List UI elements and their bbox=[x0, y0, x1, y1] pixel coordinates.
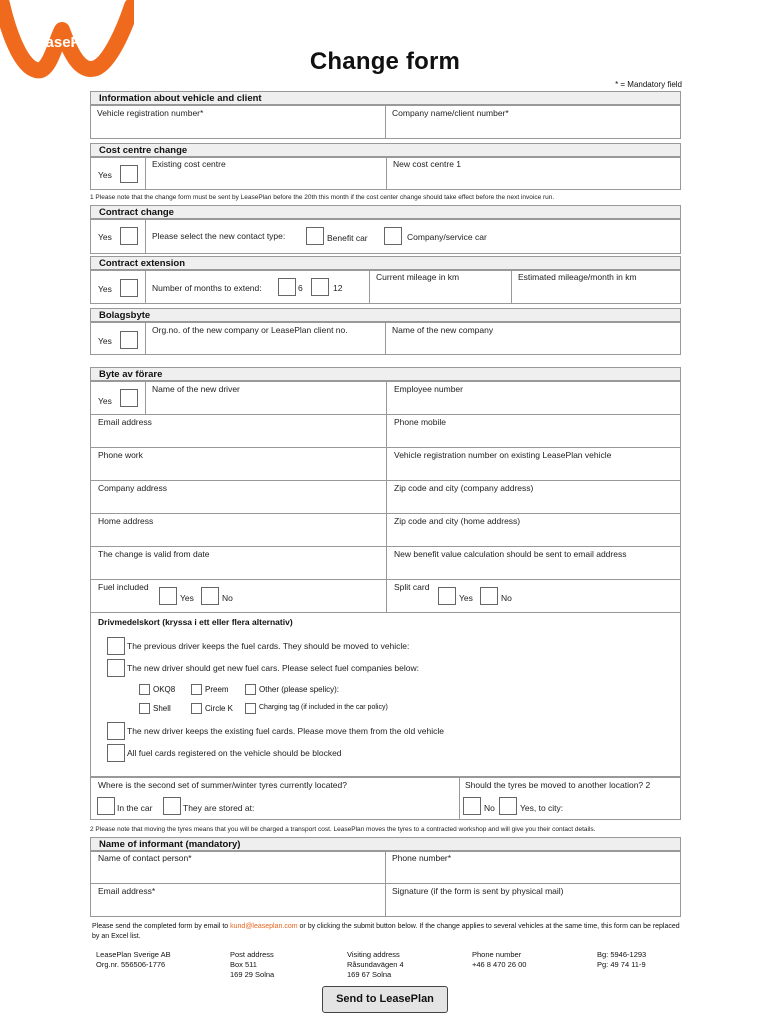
split-card-label: Split card bbox=[394, 582, 430, 592]
section-header-extension: Contract extension bbox=[90, 256, 681, 270]
footer-post: Post address Box 511 169 29 Solna bbox=[230, 950, 275, 979]
charging-checkbox[interactable] bbox=[245, 703, 256, 714]
fuelcard-opt4-checkbox[interactable] bbox=[107, 744, 125, 762]
phone-number-label: Phone number* bbox=[392, 853, 452, 863]
fuelcard-opt4-label: All fuel cards registered on the vehicle should be blocked bbox=[127, 748, 342, 758]
contract-select-label: Please select the new contact type: bbox=[152, 231, 286, 241]
fuel-yes-checkbox[interactable] bbox=[159, 587, 177, 605]
fuelcard-opt1-checkbox[interactable] bbox=[107, 637, 125, 655]
split-no-label: No bbox=[501, 593, 512, 603]
tyres-yes-checkbox[interactable] bbox=[499, 797, 517, 815]
fuelcards-header: Drivmedelskort (kryssa i ett eller flera alternativ) bbox=[98, 617, 293, 627]
fuelcard-opt3-label: The new driver keeps the existing fuel cards. Please move them from the old vehicle bbox=[127, 726, 445, 736]
fuelcard-opt2-label: The new driver should get new fuel cars. Please select fuel companies below: bbox=[127, 663, 419, 673]
new-cost-label: New cost centre 1 bbox=[393, 159, 462, 169]
split-yes-checkbox[interactable] bbox=[438, 587, 456, 605]
company-client-field[interactable] bbox=[386, 118, 681, 139]
contract-yes-checkbox[interactable] bbox=[120, 227, 138, 245]
new-company-label: Name of the new company bbox=[392, 325, 494, 335]
extension-yes-checkbox[interactable] bbox=[120, 279, 138, 297]
zip-company-label: Zip code and city (company address) bbox=[394, 483, 534, 493]
fuel-yes-label: Yes bbox=[180, 593, 194, 603]
footer-company: LeasePlan Sverige AB Org.nr. 556506-1776 bbox=[96, 950, 171, 969]
cost-yes-label: Yes bbox=[98, 170, 112, 180]
tyres-no-checkbox[interactable] bbox=[463, 797, 481, 815]
mileage-label: Current mileage in km bbox=[376, 272, 460, 282]
other-label: Other (please spelicy): bbox=[259, 685, 340, 694]
vehicle-reg-label: Vehicle registration number* bbox=[97, 108, 204, 118]
months-12-checkbox[interactable] bbox=[311, 278, 329, 296]
footer-visit: Visiting address Råsundavägen 4 169 67 Solna bbox=[347, 950, 404, 979]
page-title: Change form bbox=[309, 48, 461, 75]
benefit-car-label: Benefit car bbox=[327, 233, 368, 243]
contact-person-label: Name of contact person* bbox=[98, 853, 192, 863]
months-label: Number of months to extend: bbox=[152, 283, 262, 293]
email-link[interactable]: kund@leaseplan.com bbox=[230, 923, 298, 930]
split-yes-label: Yes bbox=[459, 593, 473, 603]
footer-giro: Bg: 5946-1293 Pg: 49 74 11-9 bbox=[597, 950, 647, 969]
fuelcard-opt3-checkbox[interactable] bbox=[107, 722, 125, 740]
zip-home-label: Zip code and city (home address) bbox=[394, 516, 521, 526]
phone-work-label: Phone work bbox=[98, 450, 143, 460]
tyres-move-label: Should the tyres be moved to another location? 2 bbox=[465, 780, 651, 790]
fuel-no-checkbox[interactable] bbox=[201, 587, 219, 605]
cost-yes-checkbox[interactable] bbox=[120, 165, 138, 183]
months-12-label: 12 bbox=[333, 283, 343, 293]
in-car-checkbox[interactable] bbox=[97, 797, 115, 815]
tyres-note: 2 Please note that moving the tyres means that you will be charged a transport cost. LeasePlan moves the tyres to a contracted workshop and will give you their contact details. bbox=[90, 826, 596, 833]
driver-yes-label: Yes bbox=[98, 396, 112, 406]
company-car-checkbox[interactable] bbox=[384, 227, 402, 245]
extension-yes-label: Yes bbox=[98, 284, 112, 294]
fuel-no-label: No bbox=[222, 593, 233, 603]
company-address-label: Company address bbox=[98, 483, 167, 493]
svg-text:LeasePlan: LeasePlan bbox=[28, 34, 103, 51]
charging-label: Charging tag (if included in the car policy) bbox=[259, 704, 388, 711]
split-no-checkbox[interactable] bbox=[480, 587, 498, 605]
company-car-label: Company/service car bbox=[407, 232, 487, 242]
tyres-yes-label: Yes, to city: bbox=[520, 803, 564, 813]
phone-mobile-label: Phone mobile bbox=[394, 417, 446, 427]
circlek-checkbox[interactable] bbox=[191, 703, 202, 714]
tyres-no-label: No bbox=[484, 803, 495, 813]
vehicle-reg-field[interactable] bbox=[90, 118, 385, 139]
fuel-included-label: Fuel included bbox=[98, 582, 149, 592]
vehicle-reg-existing-label: Vehicle registration number on existing LeasePlan vehicle bbox=[394, 450, 612, 460]
bolag-yes-checkbox[interactable] bbox=[120, 331, 138, 349]
email-label: Email address bbox=[98, 417, 152, 427]
section-header-cost: Cost centre change bbox=[90, 143, 681, 157]
cost-note: 1 Please note that the change form must be sent by LeasePlan before the 20th this month if the cost center change should take effect before the next invoice run. bbox=[90, 194, 555, 201]
estimated-mileage-label: Estimated mileage/month in km bbox=[518, 272, 637, 282]
orgno-label: Org.no. of the new company or LeasePlan client no. bbox=[152, 325, 348, 335]
fuelcard-opt1-label: The previous driver keeps the fuel cards. They should be moved to vehicle: bbox=[127, 641, 410, 651]
bolag-yes-label: Yes bbox=[98, 336, 112, 346]
okq8-label: OKQ8 bbox=[153, 685, 176, 694]
signature-label: Signature (if the form is sent by physical mail) bbox=[392, 886, 564, 896]
footer-send-text: Please send the completed form by email to kund@leaseplan.com or by clicking the submit button below. If the change applies to several vehicles at the same time, this form can be replaced by an Excel list. bbox=[92, 923, 680, 940]
okq8-checkbox[interactable] bbox=[139, 684, 150, 695]
months-6-label: 6 bbox=[298, 283, 303, 293]
circlek-label: Circle K bbox=[205, 704, 234, 713]
preem-checkbox[interactable] bbox=[191, 684, 202, 695]
driver-yes-checkbox[interactable] bbox=[120, 389, 138, 407]
section-header-informant: Name of informant (mandatory) bbox=[90, 837, 681, 851]
tyres-question-label: Where is the second set of summer/winter tyres currently located? bbox=[98, 780, 347, 790]
employee-label: Employee number bbox=[394, 384, 463, 394]
benefit-calc-label: New benefit value calculation should be sent to email address bbox=[394, 549, 627, 559]
valid-from-label: The change is valid from date bbox=[98, 549, 210, 559]
section-header-vehicle: Information about vehicle and client bbox=[90, 91, 681, 105]
section-header-bolag: Bolagsbyte bbox=[90, 308, 681, 322]
new-driver-label: Name of the new driver bbox=[152, 384, 240, 394]
send-button[interactable]: Send to LeasePlan bbox=[322, 986, 448, 1013]
months-6-checkbox[interactable] bbox=[278, 278, 296, 296]
in-car-label: In the car bbox=[117, 803, 153, 813]
home-address-label: Home address bbox=[98, 516, 154, 526]
stored-checkbox[interactable] bbox=[163, 797, 181, 815]
shell-checkbox[interactable] bbox=[139, 703, 150, 714]
fuelcard-opt2-checkbox[interactable] bbox=[107, 659, 125, 677]
mandatory-note: * = Mandatory field bbox=[615, 80, 682, 89]
stored-label: They are stored at: bbox=[183, 803, 255, 813]
contract-yes-label: Yes bbox=[98, 232, 112, 242]
company-client-label: Company name/client number* bbox=[392, 108, 509, 118]
preem-label: Preem bbox=[205, 685, 229, 694]
section-header-contract: Contract change bbox=[90, 205, 681, 219]
section-header-driver: Byte av förare bbox=[90, 367, 681, 381]
informant-email-label: Email address* bbox=[98, 886, 156, 896]
shell-label: Shell bbox=[153, 704, 171, 713]
benefit-car-checkbox[interactable] bbox=[306, 227, 324, 245]
footer-phone: Phone number +46 8 470 26 00 bbox=[472, 950, 527, 969]
other-checkbox[interactable] bbox=[245, 684, 256, 695]
existing-cost-label: Existing cost centre bbox=[152, 159, 226, 169]
